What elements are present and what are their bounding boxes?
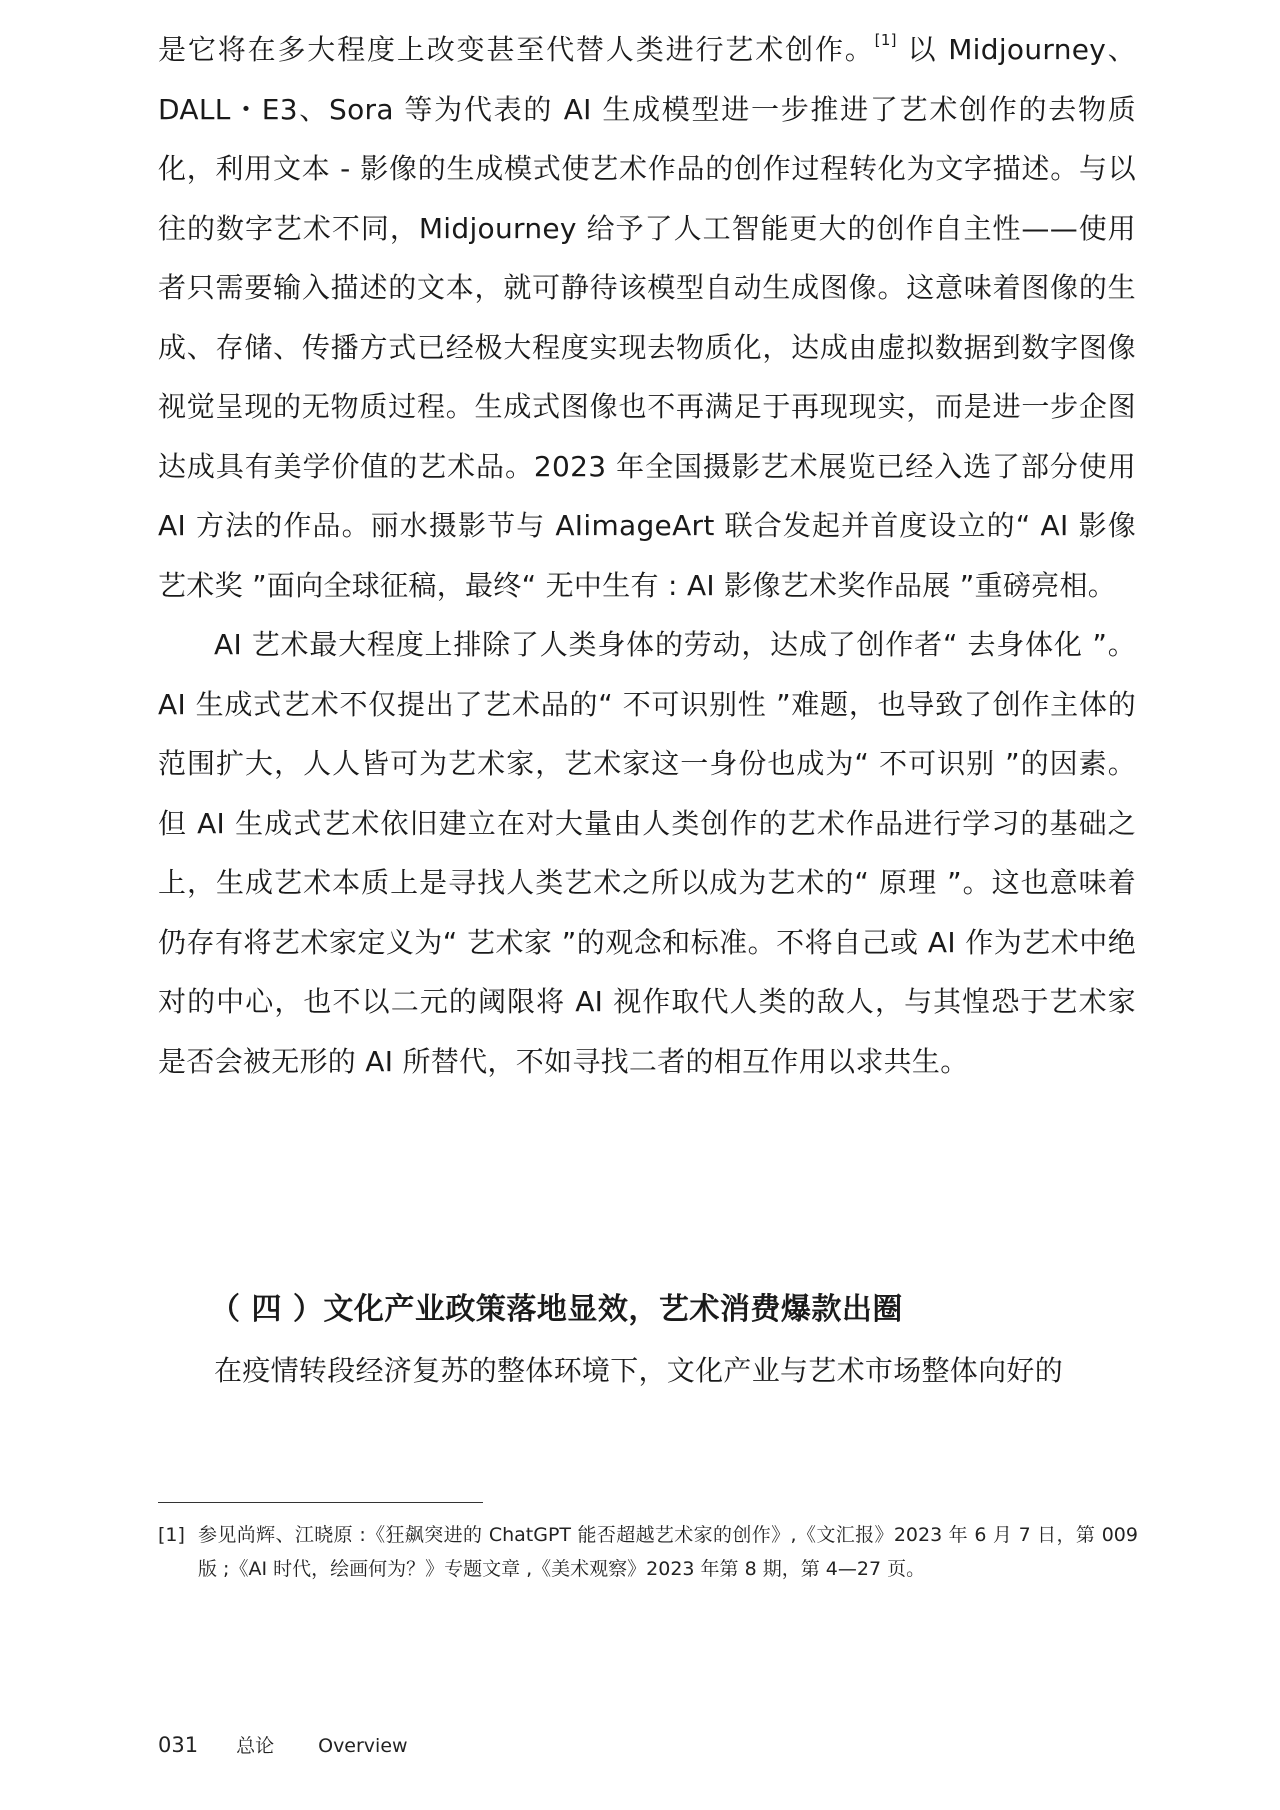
footnote-mark: [1] bbox=[158, 1524, 185, 1546]
section-first-line: 在疫情转段经济复苏的整体环境下，文化产业与艺术市场整体向好的 bbox=[214, 1354, 1064, 1387]
paragraph-1 bbox=[158, 20, 1136, 615]
running-section-english: Overview bbox=[318, 1735, 408, 1757]
body-text bbox=[158, 20, 1136, 1091]
page-number: 031 bbox=[158, 1733, 199, 1757]
footnote-item bbox=[158, 1518, 1138, 1586]
paragraph-2: AI 艺术最大程度上排除了人类身体的劳动，达成了创作者“ 去身体化 ”。AI 生成式艺术不仅提出了艺术品的“ 不可识别性 ”难题，也导致了创作主体的范围扩大，人人皆可为艺术家，艺术家这一身份也成为“ 不可识别 ”的因素。但 AI 生成式艺术依旧建立在对大量由人类创作的艺术作品进行学习的基础之上，生成艺术本质上是寻找人类艺术之所以成为艺术的“ 原理 ”。这也意味着仍存有将艺术家定义为“ 艺术家 ”的观念和标准。不将自己或 AI 作为艺术中绝对的中心，也不以二元的阈限将 AI 视作取代人类的敌人，与其惶恐于艺术家是否会被无形的 AI 所替代，不如寻找二者的相互作用以求共生。 bbox=[158, 628, 1136, 1078]
section-heading: （ 四 ）文化产业政策落地显效，艺术消费爆款出圈 bbox=[210, 1292, 903, 1327]
footnote-reference[interactable]: [1] bbox=[874, 31, 897, 49]
footnote bbox=[158, 1518, 1138, 1586]
footnote-text: 参见尚辉、江晓原 :《狂飙突进的 ChatGPT 能否超越艺术家的创作》,《文汇报》2023 年 6 月 7 日，第 009 版 ;《AI 时代，绘画何为？》专题文章 ,《美术观察》2023 年第 8 期，第 4—27 页。 bbox=[198, 1524, 1138, 1580]
paragraph-1-text-start: 是它将在多大程度上改变甚至代替人类进行艺术创作。 bbox=[158, 33, 875, 66]
footnote-divider bbox=[158, 1502, 483, 1503]
paragraph-1-text-end: 以 Midjourney、DALL・E3、Sora 等为代表的 AI 生成模型进一步推进了艺术创作的去物质化，利用文本 - 影像的生成模式使艺术作品的创作过程转化为文字描述。与以往的数字艺术不同，Midjourney 给予了人工智能更大的创作自主性——使用者只需要输入描述的文本，就可静待该模型自动生成图像。这意味着图像的生成、存储、传播方式已经极大程度实现去物质化，达成由虚拟数据到数字图像视觉呈现的无物质过程。生成式图像也不再满足于再现现实，而是进一步企图达成具有美学价值的艺术品。2023 年全国摄影艺术展览已经入选了部分使用 AI 方法的作品。丽水摄影节与 AIimageArt 联合发起并首度设立的“ AI 影像艺术奖 ”面向全球征稿，最终“ 无中生有 : AI 影像艺术奖作品展 ”重磅亮相。 bbox=[158, 33, 1137, 602]
running-section-chinese: 总论 bbox=[236, 1735, 275, 1757]
page-footer bbox=[158, 1730, 408, 1761]
